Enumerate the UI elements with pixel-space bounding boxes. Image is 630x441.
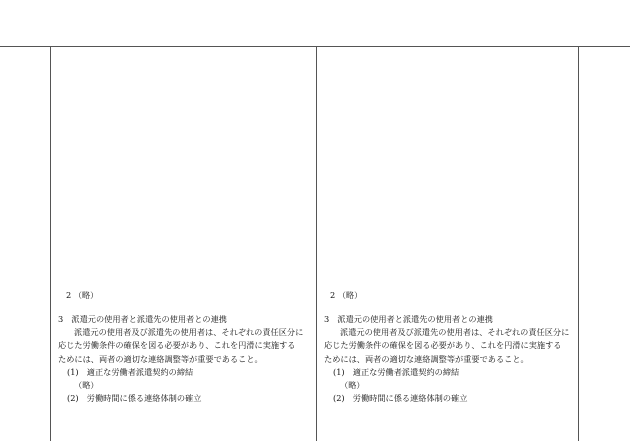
passage-line	[58, 252, 314, 265]
table-right-border	[578, 46, 579, 441]
passage-line	[58, 146, 314, 159]
passage-line	[58, 265, 314, 278]
passage-line	[58, 54, 314, 67]
passage-line	[58, 107, 314, 120]
column-divider	[316, 46, 317, 441]
item-2: 2 （略）	[330, 290, 363, 300]
sub-item-title: (1) 適正な労働者派遣契約の締結	[333, 366, 460, 377]
passage-line	[58, 120, 314, 133]
table-left-border	[50, 46, 51, 441]
passage-line	[58, 186, 314, 199]
section-body-line: ためには、両者の適切な連絡調整等が重要であること。	[324, 353, 529, 364]
passage-line	[58, 160, 314, 173]
sub-item-title: (2) 労働時間に係る連絡体制の確立	[333, 393, 468, 404]
passage-line	[58, 133, 314, 146]
passage-line	[58, 80, 314, 93]
sub-item-note: （略）	[340, 380, 365, 391]
passage-line	[58, 239, 314, 252]
section-body-line: ためには、両者の適切な連絡調整等が重要であること。	[58, 353, 263, 364]
section-body-line: 応じた労働条件の確保を図る必要があり、これを円滑に実施する	[324, 340, 562, 351]
section-3	[58, 313, 314, 405]
revised-column	[58, 0, 314, 441]
section-heading: 3 派遣元の使用者と派遣先の使用者との連携	[58, 314, 227, 324]
item-2: 2 （略）	[66, 290, 99, 300]
section-body-line: 応じた労働条件の確保を図る必要があり、これを円滑に実施する	[58, 340, 296, 351]
sub-item-note: （略）	[74, 380, 99, 391]
sub-item-title: (1) 適正な労働者派遣契約の締結	[67, 366, 194, 377]
sub-item-title: (2) 労働時間に係る連絡体制の確立	[67, 393, 202, 404]
passage-line	[58, 225, 314, 238]
passage-line	[58, 173, 314, 186]
passage-line	[58, 212, 314, 225]
passage-line	[58, 67, 314, 80]
section-body-line: 派遣元の使用者及び派遣先の使用者は、それぞれの責任区分に	[74, 327, 304, 338]
section-heading: 3 派遣元の使用者と派遣先の使用者との連携	[324, 314, 493, 324]
passage-line	[58, 199, 314, 212]
passage-line	[58, 94, 314, 107]
original-column	[324, 0, 574, 441]
section-body-line: 派遣元の使用者及び派遣先の使用者は、それぞれの責任区分に	[340, 327, 570, 338]
section-3	[324, 313, 574, 405]
